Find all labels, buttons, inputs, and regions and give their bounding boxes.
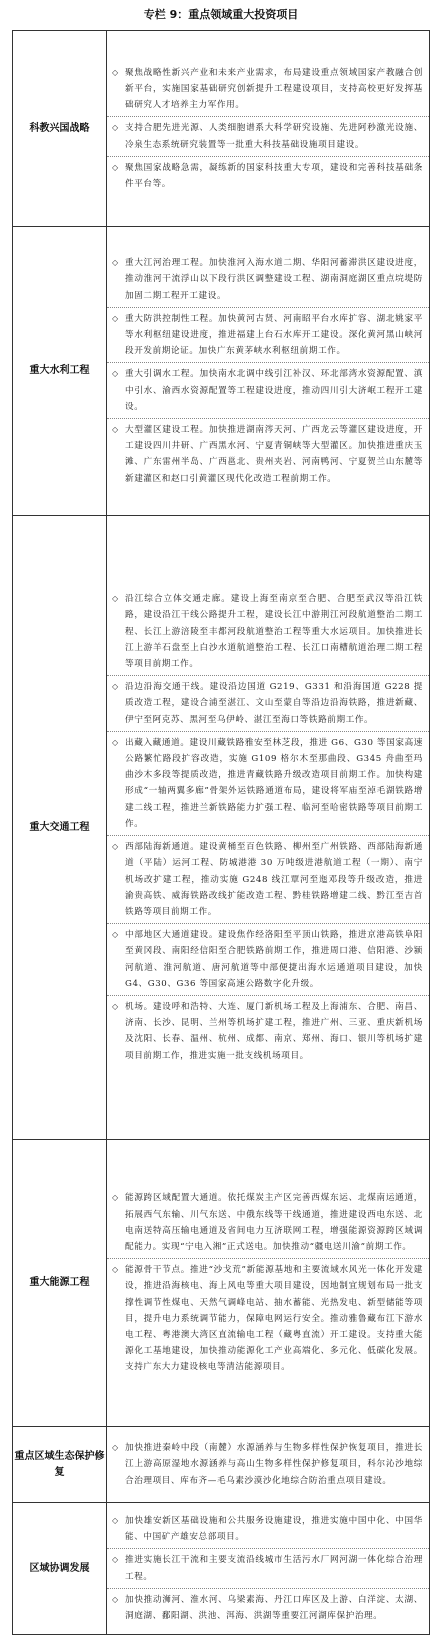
list-item [107,1549,429,1588]
list-item [107,1259,429,1378]
section-items [107,1503,430,1635]
item-text: 加快推进秦岭中段（南麓）水源涵养与生物多样性保护恢复项目，推进长江上游高原湿地水源涵养与高山生物多样性保护修复项目，科尔沁沙地综合治理项目、库布齐—毛乌素沙漠沙化地综合防治重点项目建设。 [125,1443,423,1486]
item-text: 西部陆海新通道。建设黄桶至百色铁路、柳州至广州铁路、西部陆海新通道（平陆）运河工程、防城港港 30 万吨级进港航道工程（一期）、南宁机场改扩建工程，推动实施 G248 线江覃河至迤邓段等升级改造，推进渝贵高铁、威海铁路改线扩能改造工程、黔桂铁路增建二线、黔江至吉首铁路等项目前期工作。 [125,842,423,917]
section-category: 重大水利工程 [13,227,107,516]
section-items [107,227,430,516]
diamond-bullet-icon: ◇ [112,1594,119,1604]
list-item [107,1437,429,1492]
diamond-bullet-icon: ◇ [112,1515,119,1525]
diamond-bullet-icon: ◇ [112,162,119,172]
list-item [107,732,429,836]
diamond-bullet-icon: ◇ [112,67,119,77]
item-text: 聚焦战略性新兴产业和未来产业需求，布局建设重点领域国家产教融合创新平台，实施国家基础研究创新提升工程建设项目，支持高校更好发挥基础研究人才培养主力军作用。 [125,67,423,111]
item-text: 加快雄安新区基础设施和公共服务设施建设，推进实施中国中化、中国华能、中国矿产雄安总部项目。 [125,1515,423,1543]
item-text: 能源骨干节点。推进“沙戈荒”新能源基地和主要流域水风光一体化开发建设，推进沿海核电、海上风电等重大项目建设，因地制宜规划布局一批支撑性调节性煤电、天然气调峰电站、抽水蓄能、光热发电、新型储能等项目，提升电力系统调节能力，保障电网运行安全。推动雅鲁藏布江下游水电工程、粤港澳大湾区直流输电工程（藏粤直流）开工建设。支持重大能源化工基地建设，加快推动能源化工产业高端化、多元化、低碳化发展。支持广东大力建设核电等清洁能源项目。 [125,1265,423,1373]
item-text: 加快推动浉河、淮水河、乌梁素海、丹江口库区及上游、白洋淀、太湖、洞庭湖、鄱阳湖、洪池、洱海、洪湖等重要江河湖库保护治理。 [125,1594,423,1621]
diamond-bullet-icon: ◇ [112,313,119,323]
list-item [107,996,429,1067]
section-category: 科教兴国战略 [13,31,107,227]
list-item [107,62,429,118]
table-body [13,31,430,1635]
section-items [107,516,430,1140]
section-category: 重点区域生态保护修复 [13,1427,107,1503]
section-row [13,1140,430,1427]
item-text: 中部地区大通道建设。建设焦作经洛阳至平顶山铁路，推进京港高铁阜阳至黄冈段、南阳经信阳至合肥铁路前期工作，推进周口港、信阳港、沙颍河航道、淮河航道、唐河航道等中部便捷出海水运通道项目建设，加快 G4、G30、G36 等国家高速公路数字化升级。 [125,930,423,989]
section-category: 区域协调发展 [13,1503,107,1635]
list-item [107,419,429,490]
item-text: 重大江河治理工程。加快淮河入海水道二期、华阳河蓄滞洪区建设进度，推动淮河干流浮山以下段行洪区调整建设工程、湖南洞庭湖区重点垸堤防加固二期工程开工建设。 [125,258,423,301]
list-item [107,1510,429,1549]
item-text: 重大防洪控制性工程。加快黄河古贤、河南昭平台水库扩容、湖北姚家平等水利枢纽建设进度，推进福建上台石水库开工建设。深化黄河黑山峡河段开发前期论证。加快广东黄茅峡水利枢纽前期工作。 [125,313,423,357]
list-item [107,308,429,364]
diamond-bullet-icon: ◇ [112,682,119,692]
diamond-bullet-icon: ◇ [112,930,119,940]
section-category: 重大交通工程 [13,516,107,1140]
list-item [107,363,429,419]
list-item [107,924,429,996]
diamond-bullet-icon: ◇ [112,123,119,133]
item-text: 机场。建设呼和浩特、大连、厦门新机场工程及上海浦东、合肥、南昌、济南、长沙、昆明、兰州等机场扩建工程，推进广州、三亚、重庆新机场及沈阳、长春、温州、杭州、成都、南京、郑州、海口、银川等机场扩建项目前期工作，推进实施一批支线机场项目。 [125,1001,423,1061]
item-text: 大型灌区建设工程。加快推进湖南涔天河、广西龙云等灌区建设进度，开工建设四川井研、广西黑水河、宁夏青铜峡等大型灌区。加快推进重庆玉滩、广东雷州半岛、广西邕北、贵州夹岩、河南鸭河、宁夏贺兰山东麓等新建灌区和赵口引黄灌区现代化改造工程前期工作。 [125,425,423,484]
column-title: 专栏 9：重点领域重大投资项目 [143,8,299,21]
diamond-bullet-icon: ◇ [112,1265,119,1275]
item-text: 聚焦国家战略急需，凝练新的国家科技重大专项，建设和完善科技基础条件平台等。 [125,162,423,189]
section-row [13,227,430,516]
list-item [107,252,429,308]
diamond-bullet-icon: ◇ [112,1001,119,1011]
list-item [107,588,429,676]
diamond-bullet-icon: ◇ [112,842,119,852]
section-row [13,516,430,1140]
section-category: 重大能源工程 [13,1140,107,1427]
diamond-bullet-icon: ◇ [112,594,119,604]
section-row [13,31,430,227]
diamond-bullet-icon: ◇ [112,369,119,379]
diamond-bullet-icon: ◇ [112,258,119,268]
list-item [107,836,429,924]
list-item [107,676,429,732]
diamond-bullet-icon: ◇ [112,737,119,747]
diamond-bullet-icon: ◇ [112,1555,119,1565]
diamond-bullet-icon: ◇ [112,425,119,434]
section-items [107,1427,430,1503]
item-text: 沿边沿海交通干线。建设沿边国道 G219、G331 和沿海国道 G228 提质改造工程，建设合浦至湛江、文山至蒙自等沿边沿海铁路，推进新藏、伊宁至阿克苏、黑河至乌伊岭、湛江至海口等铁路前期工作。 [125,682,423,725]
diamond-bullet-icon: ◇ [112,1443,119,1453]
list-item [107,1589,429,1627]
list-item [107,1187,429,1259]
item-text: 支持合肥先进光源、人类细胞谱系大科学研究设施、先进阿秒激光设施、冷泉生态系统研究装置等一批重大科技基础设施项目建设。 [125,123,423,150]
diamond-bullet-icon: ◇ [112,1193,119,1203]
section-row [13,1503,430,1635]
item-text: 推进实施长江干流和主要支流沿线城市生活污水厂网河湖一体化综合治理工程。 [125,1555,423,1582]
list-item [107,117,429,156]
item-text: 出藏入藏通道。建设川藏铁路雅安至林芝段，推进 G6、G30 等国家高速公路繁忙路段扩容改造，实施 G109 格尔木至那曲段、G345 舟曲至玛曲沙木多段等提质改造，推进青藏铁路升级改造项目前期工作。加快构建形成“一轴两翼多廊”骨架外运铁路通道布局，建设将军庙至淖毛湖铁路增建二线工程，推进兰新铁路能力扩强工程、临河至哈密铁路等项目前期工作。 [125,737,423,829]
section-row [13,1427,430,1503]
investment-table [12,30,430,1635]
item-text: 沿江综合立体交通走廊。建设上海至南京至合肥、合肥至武汉等沿江铁路，建设沿江干线公路提升工程，建设长江中游荆江河段航道整治二期工程、长江上游涪陵至丰都河段航道整治工程等重大水运项目。加快推进长江上游羊石盘至上白沙水道航道整治工程、长江口南槽航道治理二期工程等项目前期工作。 [125,594,423,670]
list-item [107,157,429,195]
section-items [107,31,430,227]
item-text: 重大引调水工程。加快南水北调中线引江补汉、环北部湾水资源配置、滇中引水、渝西水资源配置等工程建设进度，推动四川引大济岷工程开工建设。 [125,369,423,412]
section-items [107,1140,430,1427]
item-text: 能源跨区域配置大通道。依托煤炭主产区完善西煤东运、北煤南运通道，拓展西气东输、川气东送、中俄东线等干线通道，推进建设西电东送、北电南送特高压输电通道及省间电力互济联网工程，增强能源资源跨区域调配能力。实现“宁电入湘”正式送电。加快推动“疆电送川渝”前期工作。 [125,1193,423,1252]
